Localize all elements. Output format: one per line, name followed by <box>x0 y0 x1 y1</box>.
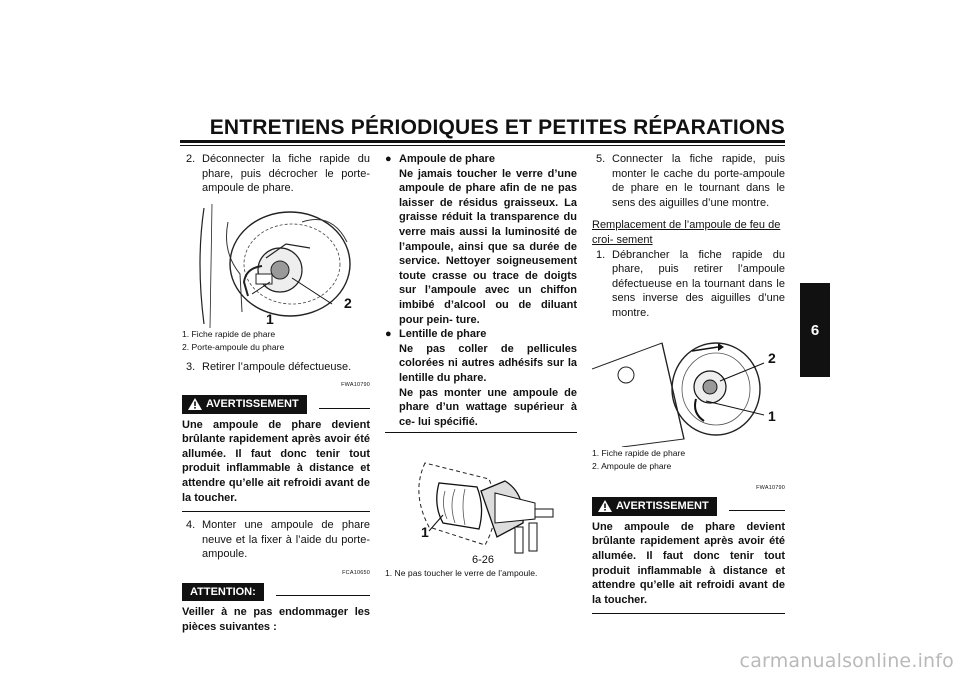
figure-low-beam-bulb <box>592 329 785 447</box>
page-title: ENTRETIENS PÉRIODIQUES ET PETITES RÉPARATIONS <box>209 116 785 139</box>
caption-line: 1. Fiche rapide de phare <box>182 328 276 339</box>
watermark: carmanualsonline.info <box>739 650 954 672</box>
warning-triangle-icon <box>598 500 612 512</box>
callout-1: 1 <box>421 524 429 541</box>
warning-label-text: AVERTISSEMENT <box>206 397 299 410</box>
step-3 <box>182 360 370 375</box>
step-number: 5. <box>596 153 606 165</box>
step-text: Déconnecter la fiche rapide du phare, puis décrocher le porte-ampoule de phare. <box>202 153 370 195</box>
bullet-text: Ne pas monter une ampoule de phare d’un wattage supérieur à ce- lui spécifié. <box>399 386 577 428</box>
step-text: Débrancher la fiche rapide du phare, puis retirer l’ampoule défectueuse en la tournant dans le sens inverse des aiguilles d’une montre. <box>612 248 785 319</box>
step-text: Monter une ampoule de phare neuve et la fixer à l’aide du porte-ampoule. <box>202 519 370 561</box>
bullet-text: Ne jamais toucher le verre d’une ampoule de phare afin de ne pas laisser de résidus graisseux. La graisse réduit la transparence du verre mais aussi la luminosité de l’ampoule, ainsi que sa durée de service. Nettoyer soigneusement toute crasse ou trace de doigts sur l’ampoule avec un chiffon imbibé d’alcool ou de diluant pour pein- ture. <box>399 167 577 326</box>
warning-label <box>592 497 717 516</box>
bullet-title: Lentille de phare <box>399 328 487 341</box>
page-number: 6-26 <box>471 554 495 566</box>
bullet-dot-icon: ● <box>385 153 392 165</box>
callout-2: 2 <box>344 294 352 311</box>
warning-rule <box>729 510 785 511</box>
warning-rule <box>319 408 370 409</box>
warning-label-text: AVERTISSEMENT <box>616 500 709 513</box>
low-beam-bulb-illustration <box>592 329 785 447</box>
step-2 <box>182 152 370 196</box>
section-title: Remplacement de l’ampoule de feu de croi- sement <box>592 219 781 246</box>
column-middle <box>385 152 577 580</box>
figure-bulb <box>385 443 577 565</box>
bullet-text: Ne pas coller de pellicules colorées ni autres adhésifs sur la lentille du phare. <box>399 342 577 384</box>
warning-heading <box>592 497 785 516</box>
callout-1: 1 <box>768 407 776 424</box>
caption-line: 1. Fiche rapide de phare <box>592 447 686 458</box>
step-number: 4. <box>186 519 196 532</box>
attention-label: ATTENTION: <box>182 583 264 602</box>
caption-line: 2. Ampoule de phare <box>592 460 672 471</box>
attention-code: FCA10650 <box>342 569 370 576</box>
bullet-dot-icon: ● <box>385 328 392 341</box>
step-number: 1. <box>596 248 606 261</box>
step-1 <box>592 248 785 321</box>
column-left <box>182 152 370 634</box>
warning-heading <box>182 395 370 414</box>
step-5 <box>592 152 785 210</box>
warning-text: Une ampoule de phare devient brûlante rapidement après avoir été allumée. Il faut donc tenir tout produit inflammable à distance et attendre qu’elle ait refroidi avant de la toucher. <box>182 418 370 504</box>
attention-text: Veiller à ne pas endommager les pièces suivantes : <box>182 606 370 633</box>
caption-line: 2. Porte-ampoule du phare <box>182 341 285 352</box>
bullet-headlight-lens <box>385 327 577 429</box>
step-number: 3. <box>186 360 196 373</box>
warning-code: FWA10790 <box>756 484 785 491</box>
callout-2: 2 <box>768 349 776 366</box>
attention-rule <box>276 595 370 596</box>
step-text: Connecter la fiche rapide, puis monter le cache du porte-ampoule de phare en le tournant dans le sens des aiguilles d’une montre. <box>612 153 785 209</box>
warning-label <box>182 395 307 414</box>
column-right <box>592 152 785 620</box>
step-text: Retirer l’ampoule défectueuse. <box>202 360 352 373</box>
divider <box>385 432 577 433</box>
step-4 <box>182 518 370 562</box>
divider <box>182 511 370 512</box>
bulb-illustration <box>385 443 577 565</box>
bullet-headlight-bulb <box>385 152 577 327</box>
warning-code: FWA10790 <box>341 382 370 389</box>
warning-triangle-icon <box>188 398 202 410</box>
warning-text: Une ampoule de phare devient brûlante rapidement après avoir été allumée. Il faut donc tenir tout produit inflammable à distance et attendre qu’elle ait refroidi avant de la toucher. <box>592 520 785 606</box>
header-rule-thin <box>180 145 785 146</box>
bullet-title: Ampoule de phare <box>399 153 495 165</box>
headlight-connector-illustration <box>182 202 370 328</box>
chapter-tab: 6 <box>800 283 830 377</box>
caption-line: 1. Ne pas toucher le verre de l’ampoule. <box>385 568 538 579</box>
header-rule <box>180 140 785 143</box>
attention-heading <box>182 583 370 602</box>
step-number: 2. <box>186 153 196 165</box>
callout-1: 1 <box>266 310 274 327</box>
divider <box>592 613 785 614</box>
figure-headlight-connector <box>182 202 370 328</box>
